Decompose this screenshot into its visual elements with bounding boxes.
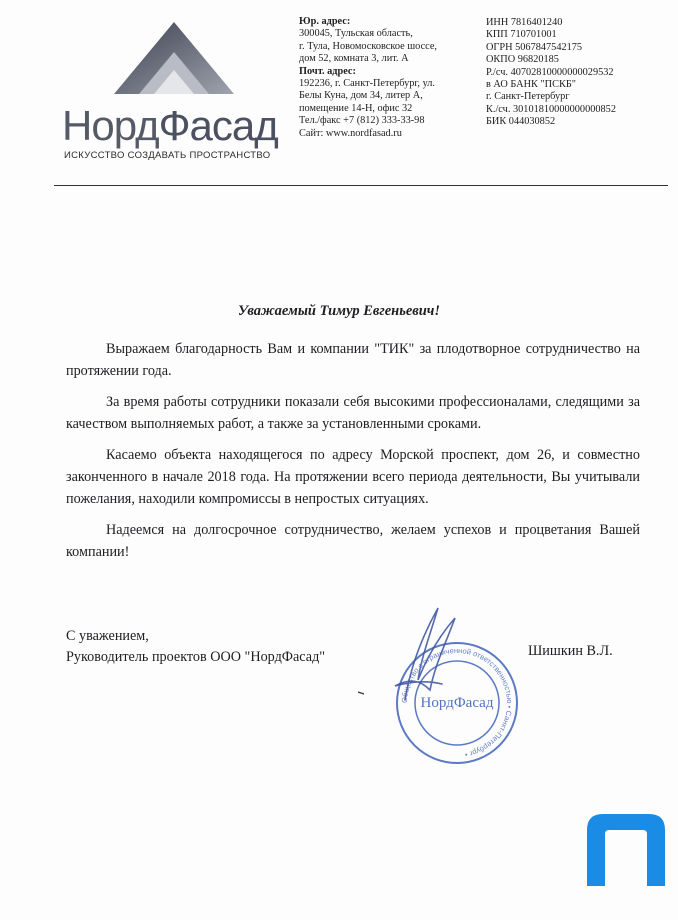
closing-block: [66, 626, 325, 668]
legal-address-line: г. Тула, Новомосковское шоссе,: [299, 40, 438, 52]
bank-detail-line: г. Санкт-Петербург: [486, 91, 570, 103]
closing-regards: С уважением,: [66, 628, 149, 644]
postal-address-line: 192236, г. Санкт-Петербург, ул.: [299, 78, 435, 90]
brand-part-fasad: Фасад: [158, 102, 278, 149]
company-logo: [62, 22, 292, 162]
letter-body: [66, 339, 640, 573]
handwritten-signature-icon: [350, 600, 470, 710]
bank-detail-line: ОГРН 5067847542175: [486, 41, 583, 53]
legal-address-label: Юр. адрес:: [299, 16, 351, 27]
logo-tagline: ИСКУССТВО СОЗДАВАТЬ ПРОСТРАНСТВО: [64, 150, 271, 161]
stamp-center-text: НордФасад: [420, 695, 494, 711]
logo-wordmark: [62, 102, 278, 150]
bank-detail-line: ОКПО 96820185: [486, 54, 559, 66]
letter-paragraph: За время работы сотрудники показали себя высокими профессионалами, следящими за качеством выполняемых работ, а также за установленными сроками.: [66, 394, 640, 432]
bank-detail-line: К./сч. 30101810000000000852: [486, 103, 616, 115]
brand-part-nord: Норд: [62, 102, 159, 149]
website: Сайт: www.nordfasad.ru: [299, 127, 402, 139]
bank-details-block: [486, 17, 666, 129]
signer-title: Руководитель проектов ООО "НордФасад": [66, 649, 326, 665]
phone-fax: Тел./факс +7 (812) 333-33-98: [299, 115, 425, 127]
postal-address-line: Белы Куна, дом 34, литер А,: [299, 90, 423, 102]
header-divider: [54, 185, 668, 186]
bank-detail-line: КПП 710701001: [486, 29, 557, 41]
signer-name: Шишкин В.Л.: [528, 643, 613, 659]
legal-address-line: дом 52, комната 3, лит. А: [299, 53, 409, 65]
bank-detail-line: БИК 044030852: [486, 116, 556, 128]
letter-paragraph: Касаемо объекта находящегося по адресу Морской проспект, дом 26, и совместно законченного в начале 2018 года. На протяжении всего периода деятельности, Вы учитывали пожелания, находили компромиссы в непростых ситуациях.: [66, 447, 640, 507]
address-block: [299, 16, 479, 140]
letter-paragraph: Надеемся на долгосрочное сотрудничество, желаем успехов и процветания Вашей компании!: [66, 522, 640, 560]
bank-detail-line: ИНН 7816401240: [486, 17, 563, 28]
stamp-ring-text: Общество с ограниченной ответственностью • Санкт-Петербург •: [399, 645, 515, 760]
bank-detail-line: в АО БАНК "ПСКБ": [486, 79, 576, 91]
legal-address-line: 300045, Тульская область,: [299, 28, 413, 40]
postal-address-label: Почт. адрес:: [299, 65, 356, 77]
letter-paragraph: Выражаем благодарность Вам и компании "ТИК" за плодотворное сотрудничество на протяжении года.: [66, 341, 640, 379]
app-badge-icon: [583, 810, 669, 886]
postal-address-line: помещение 14-Н, офис 32: [299, 102, 413, 114]
logo-triangle-icon: [114, 22, 234, 102]
bank-detail-line: Р./сч. 40702810000000029532: [486, 66, 614, 78]
letter-greeting: Уважаемый Тимур Евгеньевич!: [237, 303, 441, 319]
